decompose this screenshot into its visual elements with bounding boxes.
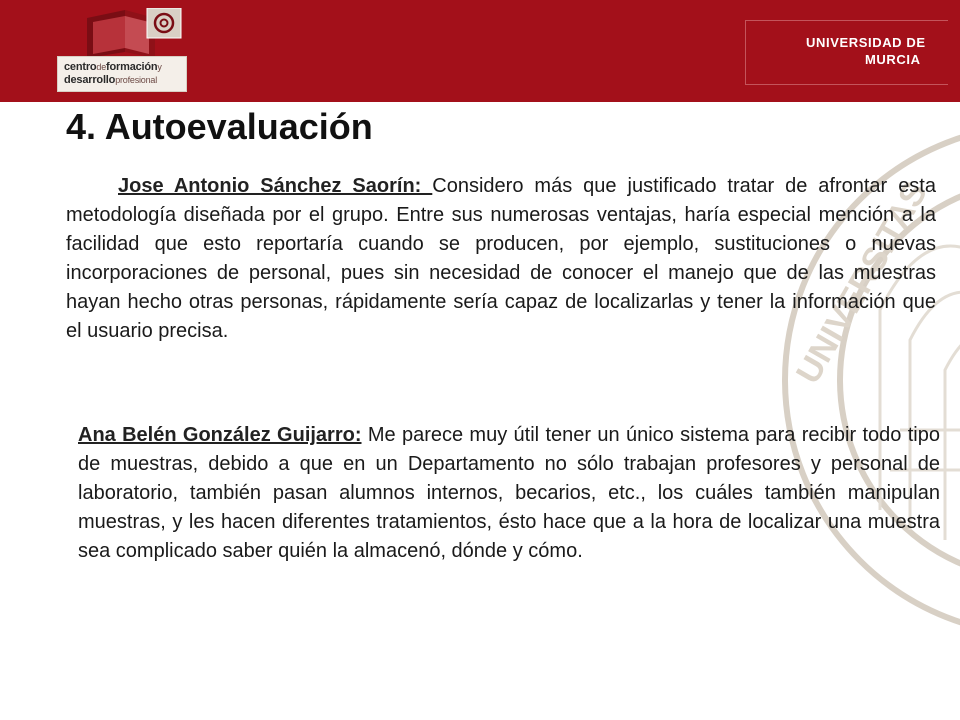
- author-name-1: Jose Antonio Sánchez Saorín:: [118, 175, 433, 197]
- header-bar: [0, 0, 960, 102]
- paragraph-2: [78, 421, 940, 566]
- logo-line-1: centrodeformacióny: [64, 61, 162, 73]
- logo-text-card: [57, 56, 187, 92]
- paragraph-1: [66, 172, 936, 346]
- seal-text: UNIVERSITAS: [789, 175, 935, 390]
- paragraph-2-text: Me parece muy útil tener un único sistema para recibir todo tipo de muestras, debido a que en un Departamento no sólo trabajan profesores y personal de laboratorio, también pasan alumnos internos, becarios, etc., los cuáles también manipulan muestras, y les hacen diferentes tratamientos, ésto hace que a la hora de localizar una muestra sea complicado saber quién la almacenó, dónde y cómo.: [78, 424, 940, 562]
- university-logo-line-1: UNIVERSIDAD DE: [806, 35, 926, 50]
- university-logo: [806, 34, 926, 68]
- page-title: 4. Autoevaluación: [66, 106, 373, 147]
- author-name-2: Ana Belén González Guijarro:: [78, 424, 362, 446]
- logo-line-2: desarrolloprofesional: [64, 74, 158, 86]
- university-logo-line-2: MURCIA: [865, 52, 921, 67]
- centro-formacion-logo: [57, 8, 187, 90]
- paragraph-1-text: Considero más que justificado tratar de afrontar esta metodología diseñada por el grupo. Entre sus numerosas ventajas, haría especial mención a la facilidad que esto reportaría cuando se producen, por ejemplo, sustituciones o nuevas incorporaciones de personal, pues sin necesidad de conocer el manejo que de las muestras hayan hecho otras personas, rápidamente sería capaz de localizarlas y tener la información que el usuario precisa.: [66, 175, 936, 342]
- books-at-sign-icon: [85, 8, 185, 58]
